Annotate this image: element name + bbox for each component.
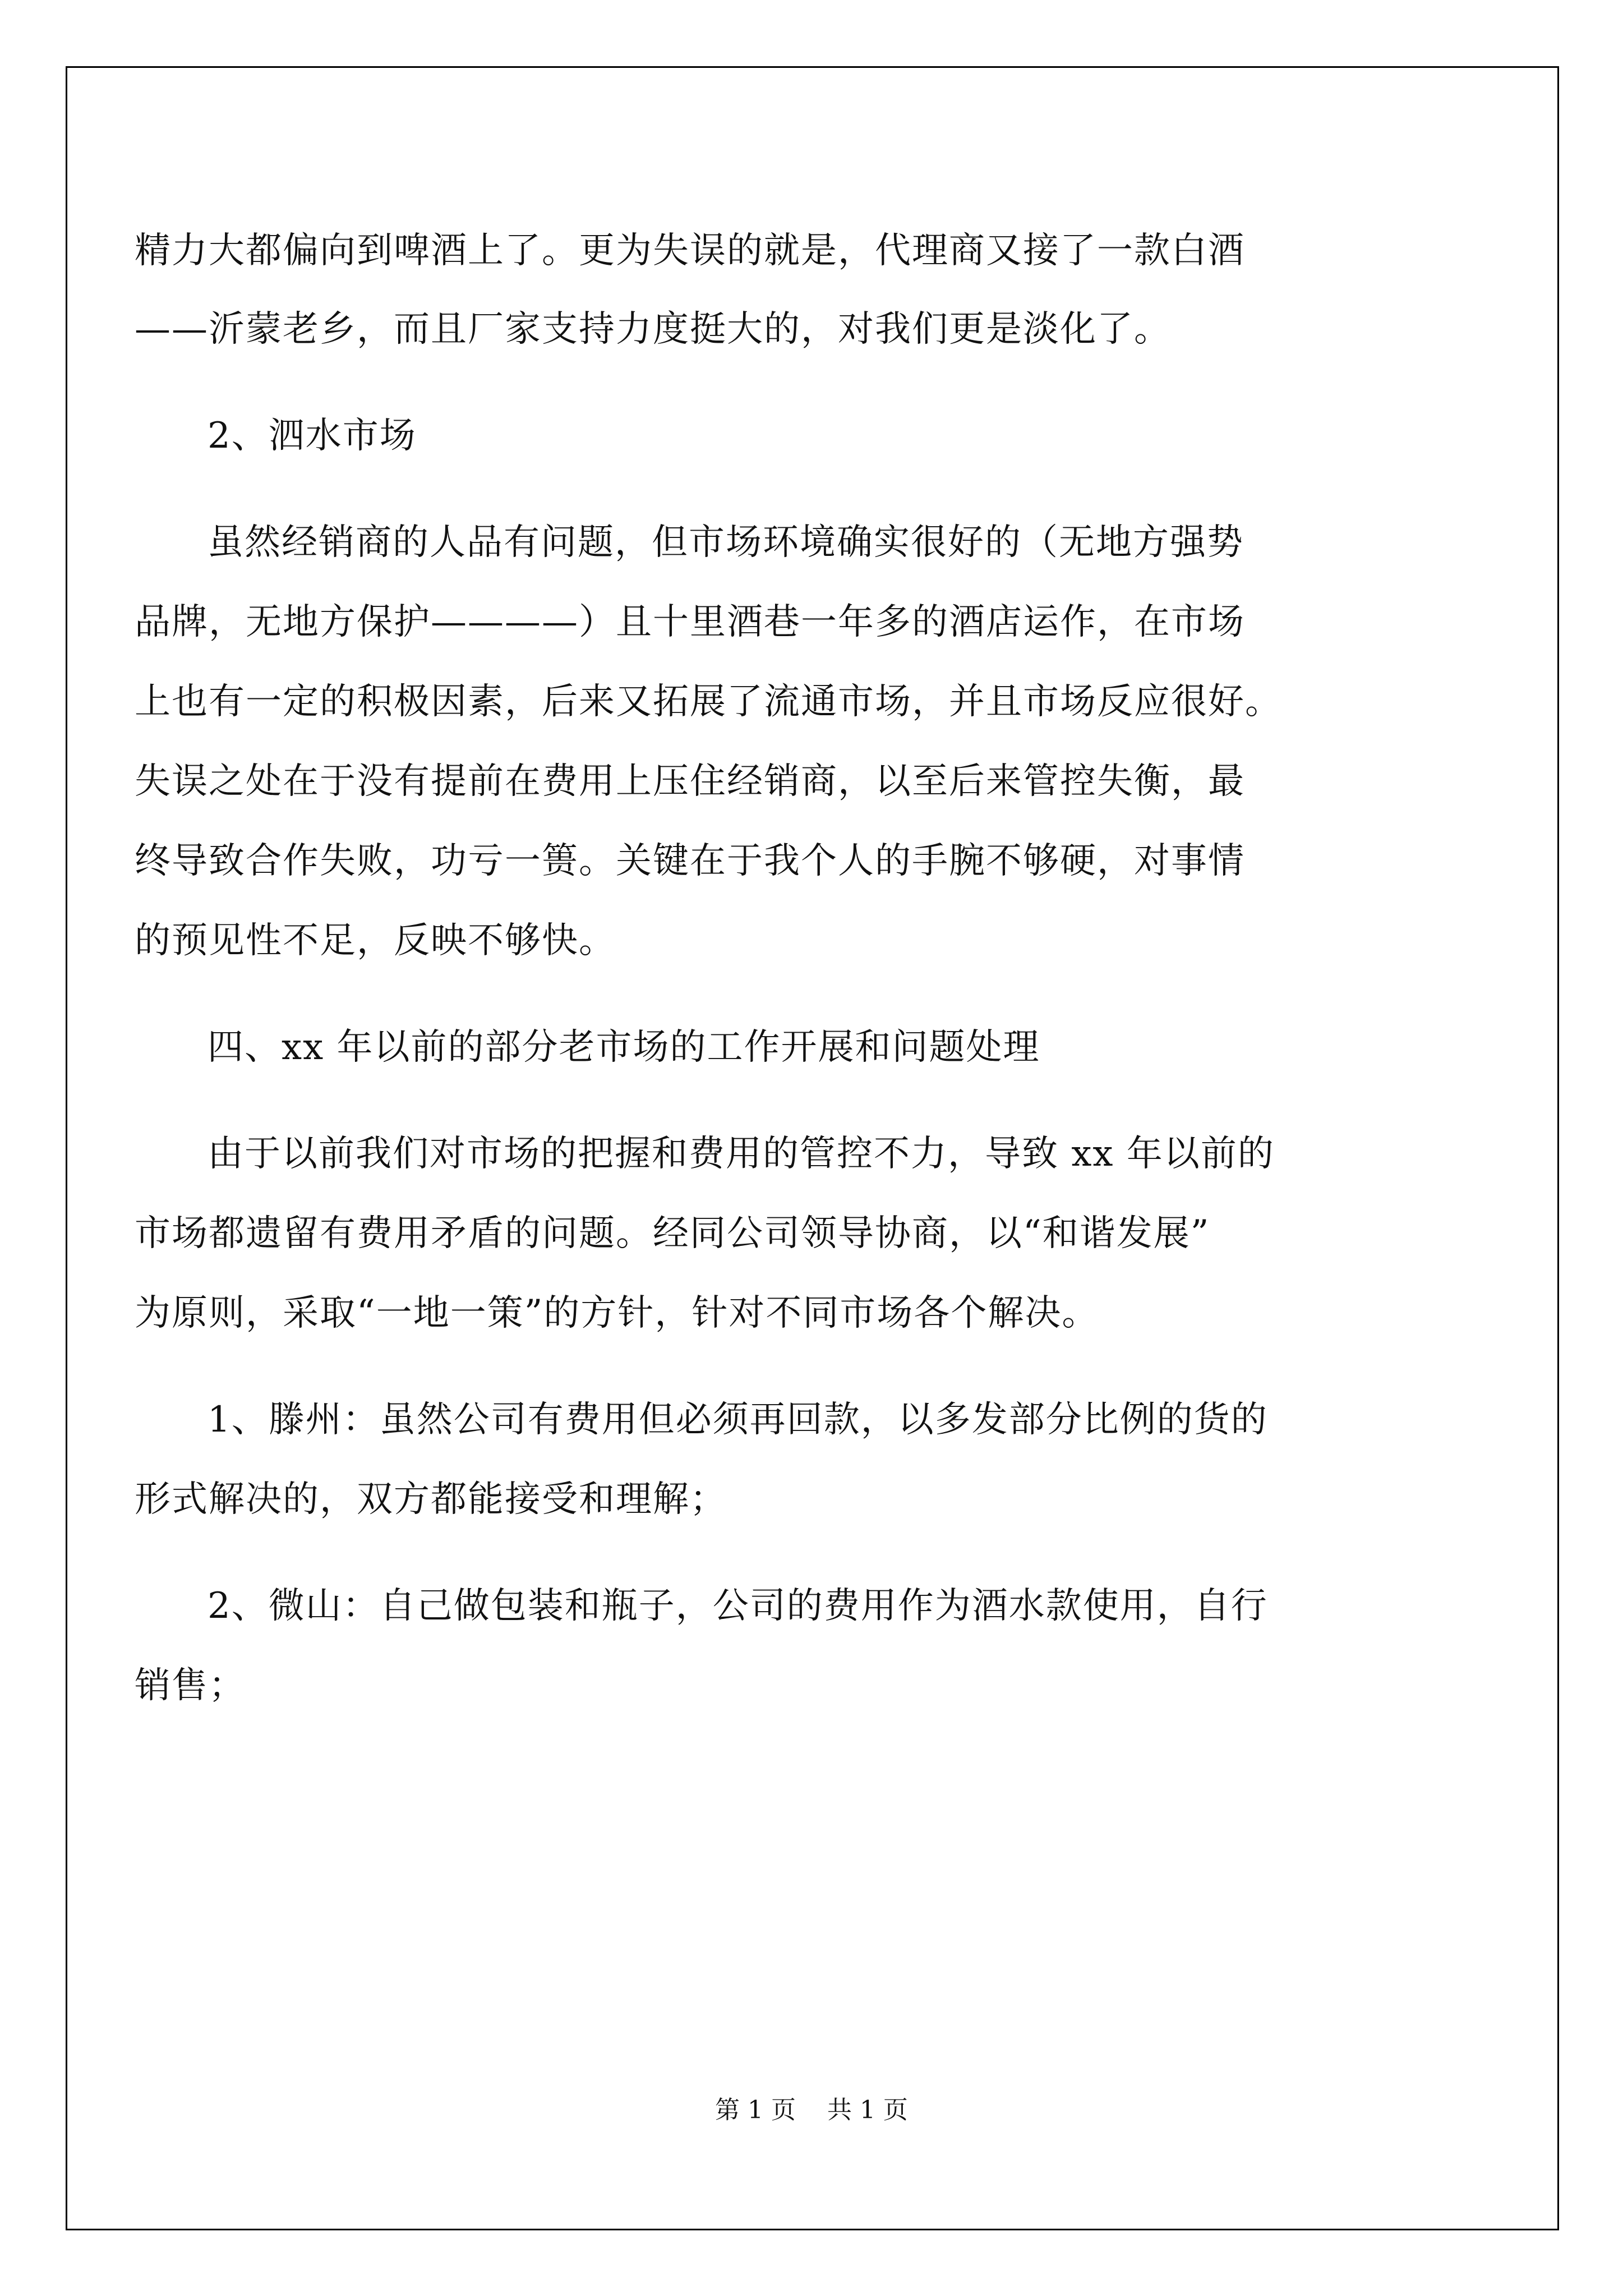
paragraph-line: 失误之处在于没有提前在费用上压住经销商，以至后来管控失衡，最 (135, 761, 1245, 802)
paragraph-line: 虽然经销商的人品有问题，但市场环境确实很好的（无地方强势 (208, 522, 1244, 563)
section-heading: 2、泗水市场 (208, 415, 417, 457)
paragraph-line: 销售； (135, 1665, 246, 1706)
paragraph-line: 精力大都偏向到啤酒上了。更为失误的就是，代理商又接了一款白酒 (135, 230, 1245, 272)
paragraph-line: 品牌，无地方保护————）且十里酒巷一年多的酒店运作，在市场 (135, 601, 1245, 643)
paragraph-line: 1、滕州：虽然公司有费用但必须再回款，以多发部分比例的货的 (208, 1399, 1268, 1441)
paragraph-line: 市场都遗留有费用矛盾的问题。经同公司领导协商，以“和谐发展” (135, 1213, 1210, 1254)
paragraph-line: 2、微山：自己做包装和瓶子，公司的费用作为酒水款使用，自行 (208, 1585, 1268, 1627)
paragraph-line: 终导致合作失败，功亏一篑。关键在于我个人的手腕不够硬，对事情 (135, 840, 1245, 882)
paragraph-line: 为原则，采取“一地一策”的方针，针对不同市场各个解决。 (135, 1292, 1099, 1334)
paragraph-line: 上也有一定的积极因素，后来又拓展了流通市场，并且市场反应很好。 (135, 681, 1282, 723)
paragraph-line: ——沂蒙老乡，而且厂家支持力度挺大的，对我们更是淡化了。 (135, 309, 1171, 350)
paragraph-line: 由于以前我们对市场的把握和费用的管控不力，导致 xx 年以前的 (208, 1133, 1275, 1175)
paragraph-line: 的预见性不足，反映不够快。 (135, 920, 616, 961)
paragraph-line: 形式解决的，双方都能接受和理解； (135, 1479, 727, 1520)
section-heading: 四、xx 年以前的部分老市场的工作开展和问题处理 (208, 1027, 1040, 1068)
page-footer: 第 1 页 共 1 页 (715, 2096, 908, 2124)
